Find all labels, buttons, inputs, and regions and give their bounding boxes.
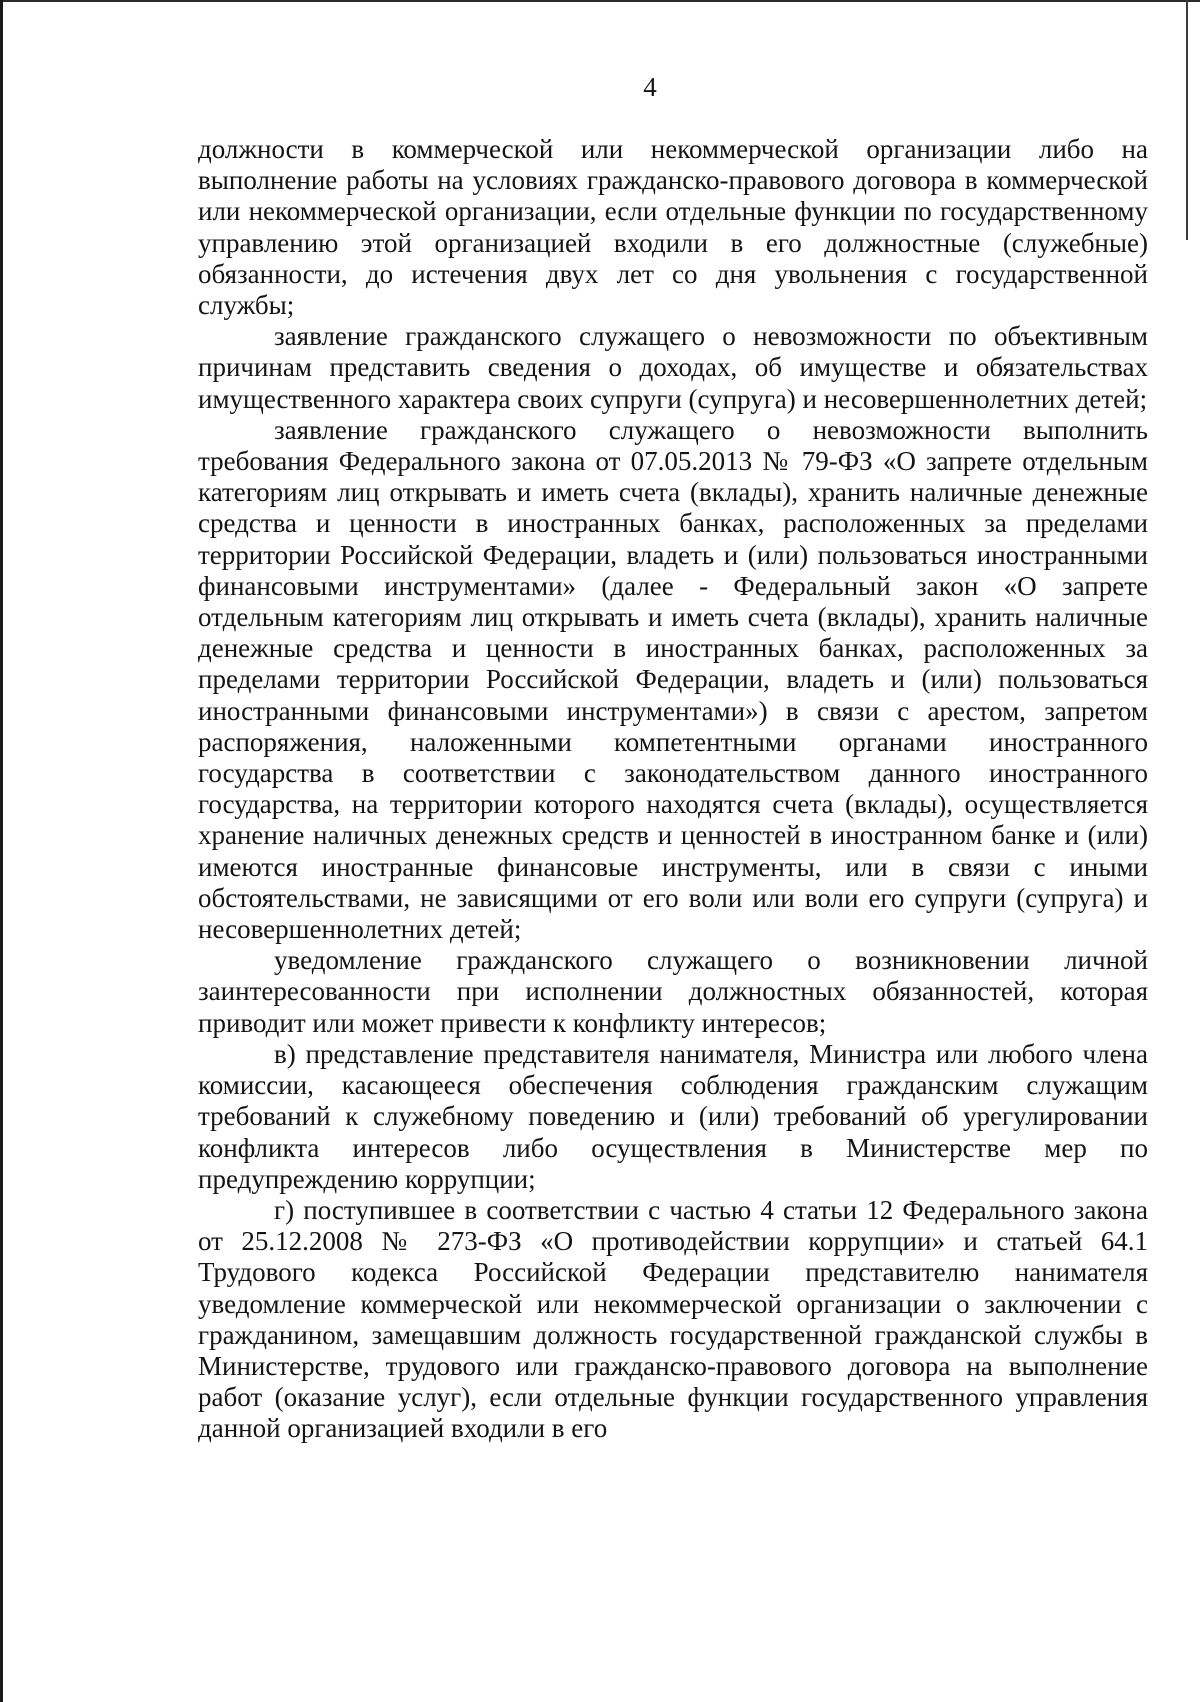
document-body (198, 134, 1148, 1445)
paragraph-continuation: должности в коммерческой или некоммерческой организации либо на выполнение работы на условиях гражданско-правового договора в коммерческой или некоммерческой организации, если отдельные функции по государственному управлению этой организацией входили в его должностные (служебные) обязанности, до истечения двух лет со дня увольнения с государственной службы; (198, 134, 1148, 321)
scan-border-right (1186, 0, 1188, 240)
paragraph-item-v: в) представление представителя нанимателя, Министра или любого члена комиссии, касающееся обеспечения соблюдения гражданским служащим требований к служебному поведению и (или) требований об урегулировании конфликта интересов либо осуществления в Министерстве мер по предупреждению коррупции; (198, 1038, 1148, 1194)
paragraph-statement-income-info: заявление гражданского служащего о невозможности по объективным причинам представить сведения о доходах, об имуществе и обязательствах имущественного характера своих супруги (супруга) и несовершеннолетних детей; (198, 321, 1148, 414)
paragraph-statement-foreign-accounts: заявление гражданского служащего о невозможности выполнить требования Федерального закона от 07.05.2013 № 79-ФЗ «О запрете отдельным категориям лиц открывать и иметь счета (вклады), хранить наличные денежные средства и ценности в иностранных банках, расположенных за пределами территории Российской Федерации, владеть и (или) пользоваться иностранными финансовыми инструментами» (далее - Федеральный закон «О запрете отдельным категориям лиц открывать и иметь счета (вклады), хранить наличные денежные средства и ценности в иностранных банках, расположенных за пределами территории Российской Федерации, владеть и (или) пользоваться иностранными финансовыми инструментами») в связи с арестом, запретом распоряжения, наложенными компетентными органами иностранного государства в соответствии с законодательством данного иностранного государства, на территории которого находятся счета (вклады), осуществляется хранение наличных денежных средств и ценностей в иностранном банке и (или) имеются иностранные финансовые инструменты, или в связи с иными обстоятельствами, не зависящими от его воли или воли его супруги (супруга) и несовершеннолетних детей; (198, 414, 1148, 945)
page-number: 4 (643, 72, 657, 102)
paragraph-item-g: г) поступившее в соответствии с частью 4 статьи 12 Федерального закона от 25.12.2008 № 273-ФЗ «О противодействии коррупции» и статьей 64.1 Трудового кодекса Российской Федерации представителю нанимателя уведомление коммерческой или некоммерческой организации о заключении с гражданином, замещавшим должность государственной гражданской службы в Министерстве, трудового или гражданско-правового договора на выполнение работ (оказание услуг), если отдельные функции государственного управления данной организацией входили в его (198, 1194, 1148, 1444)
paragraph-notice-conflict-of-interest: уведомление гражданского служащего о возникновении личной заинтересованности при исполнении должностных обязанностей, которая приводит или может привести к конфликту интересов; (198, 945, 1148, 1038)
scan-border-left (0, 0, 3, 1702)
scan-border-top (0, 0, 1200, 2)
